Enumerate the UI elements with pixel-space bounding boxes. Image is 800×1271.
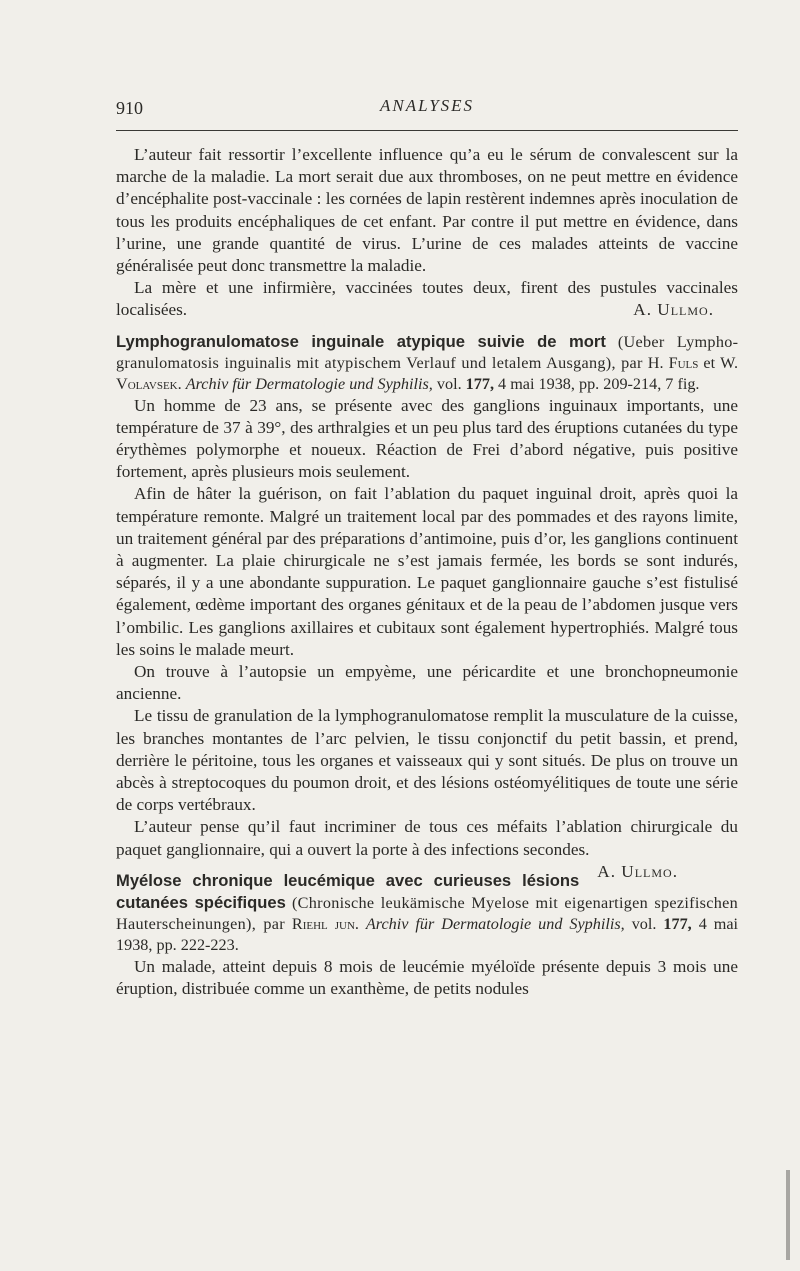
article-body: [116, 144, 738, 1000]
review-myelose-paragraph-1: Un malade, atteint depuis 8 mois de leucémie myéloïde présente depuis 3 mois une éruption, distribuée comme un exanthème, de petits nodules: [116, 956, 738, 999]
page-header: [116, 96, 738, 124]
review-vaccine: [116, 144, 738, 322]
review-lymphogranulomatose-paragraph-1: Un homme de 23 ans, se présente avec des ganglions inguinaux importants, une température de 37 à 39°, des arthralgies et un peu plus tard des éruptions cutanées du type érythèmes polymorphe et noueux. Réaction de Frei d’abord négative, puis positive fortement, après plusieurs mois seulement.: [116, 395, 738, 482]
review-vaccine-signature: A. Ullmo.: [633, 300, 714, 320]
review-lymphogranulomatose-paragraph-4: Le tissu de granulation de la lymphogranulomatose remplit la musculature de la cuisse, les branches montantes de l’arc pelvien, le tissu conjonctif du petit bassin, et prend, derrière le péritoine, tous les organes et vaisseaux qui y sont situés. De plus on trouve un abcès à streptocoques du poumon droit, et des lésions ostéomyélitiques de toute une série de corps vertébraux.: [116, 706, 738, 815]
volume-number: 177,: [465, 374, 494, 393]
reference-date-pages-2: 4 mai 1938, pp. 222-223.: [116, 914, 739, 954]
review-lymphogranulomatose-title: Lymphogranulomatose inguinale atypique suivie de mort: [116, 331, 606, 351]
page-number: 910: [116, 98, 143, 118]
review-lymphogranulomatose-german-title: (Ueber Lymphogranulomatosis inguinalis mit atypischem Verlauf und letalem Ausgang), par: [116, 332, 738, 372]
journal-name: Archiv für Dermatologie und Syphilis,: [185, 374, 433, 393]
author-conjunction: et: [703, 353, 716, 372]
review-lymphogranulomatose-reference: [116, 331, 738, 395]
review-lymphogranulomatose: [116, 331, 739, 881]
review-myelose: [116, 870, 738, 1000]
review-myelose-title: Myélose chronique leucémique avec curieuses lésions cutanées spécifiques: [116, 870, 580, 912]
review-vaccine-paragraph-2: [116, 277, 738, 321]
review-lymphogranulomatose-signature: A. Ullmo.: [597, 861, 678, 881]
scan-edge-mark: [786, 1170, 790, 1260]
author-volavsek: W. Volavsek.: [116, 353, 739, 393]
review-myelose-german-title: (Chronische leukämische Myelose mit eigenartigen spezifischen Hauterscheinungen), par: [116, 893, 738, 933]
header-rule: [116, 130, 738, 131]
review-lymphogranulomatose-paragraph-2: Afin de hâter la guérison, on fait l’ablation du paquet inguinal droit, après quoi la température remonte. Malgré un traitement local par des pommades et des rayons limite, un traitement général par des préparations d’antimoine, puis d’or, les ganglions continuent à augmenter. La plaie chirurgicale ne s’est jamais fermée, les bords se sont indurés, séparés, il y a une abondante suppuration. Le paquet ganglionnaire gauche s’est fistulisé également, œdème important des organes génitaux et de la peau de l’abdomen jusque vers l’ombilic. Les ganglions axillaires et cubitaux sont également hypertrophiés. Malgré tous les soins le malade meurt.: [116, 484, 738, 659]
review-lymphogranulomatose-paragraph-5: [116, 816, 738, 881]
reference-date-pages: 4 mai 1938, pp. 209-214, 7 fig.: [498, 374, 700, 393]
running-title: ANALYSES: [379, 96, 475, 115]
author-riehl: Riehl jun.: [291, 914, 359, 933]
review-lymphogranulomatose-last-text: L’auteur pense qu’il faut incriminer de tous ces méfaits l’ablation chirurgicale du paquet ganglionnaire, qui a ouvert la porte à des infections secondes.: [116, 817, 738, 859]
volume-prefix: vol.: [436, 374, 462, 393]
volume-number-2: 177,: [663, 914, 692, 933]
author-fuls: H. Fuls: [647, 353, 699, 372]
review-vaccine-last-text: La mère et une infirmière, vaccinées toutes deux, firent des pustules vaccinales localisées.: [116, 278, 738, 320]
review-vaccine-paragraph-1: L’auteur fait ressortir l’excellente influence qu’a eu le sérum de convalescent sur la marche de la maladie. La mort serait due aux thromboses, on ne peut mettre en évidence d’encéphalite post-vaccinale : les cornées de lapin restèrent indemnes après inoculation de tous les produits encéphaliques de cet enfant. Par contre il put mettre en évidence, dans l’urine, une grande quantité de virus. L’urine de ces malades atteints de vaccine généralisée peut donc transmettre la maladie.: [116, 145, 738, 276]
volume-prefix-2: vol.: [631, 914, 657, 933]
review-lymphogranulomatose-paragraph-3: On trouve à l’autopsie un empyème, une péricardite et une bronchopneumonie ancienne.: [116, 662, 738, 704]
journal-name-2: Archiv für Dermatologie und Syphilis,: [365, 914, 625, 933]
